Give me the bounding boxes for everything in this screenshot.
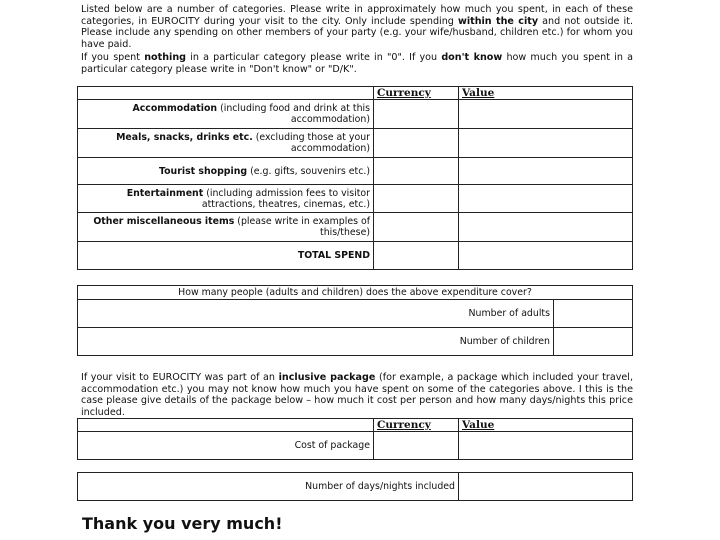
- currency-cell[interactable]: [374, 129, 459, 158]
- package-currency-cell[interactable]: [374, 432, 459, 460]
- table-row: [78, 328, 633, 356]
- intro-emphasis: don't know: [441, 52, 503, 63]
- category-name: Tourist shopping: [158, 165, 248, 177]
- spending-table: [77, 86, 633, 270]
- currency-cell[interactable]: [374, 158, 459, 185]
- table-row: [78, 300, 633, 328]
- value-cell[interactable]: [459, 129, 633, 158]
- category-label: [78, 158, 374, 185]
- table-row: [78, 129, 633, 158]
- value-header: Value: [459, 87, 633, 100]
- currency-cell[interactable]: [374, 213, 459, 242]
- intro-emphasis: within the city: [457, 15, 539, 27]
- category-label: [78, 100, 374, 129]
- thank-you-heading: Thank you very much!: [82, 514, 283, 533]
- category-note: (excluding those at your accommodation): [252, 132, 370, 155]
- people-table: [77, 285, 633, 356]
- table-row: [78, 213, 633, 242]
- intro-paragraph-1: [81, 4, 633, 50]
- adults-input-cell[interactable]: [554, 300, 633, 328]
- value-cell[interactable]: [459, 158, 633, 185]
- intro-text: Listed below are a number of categories. Please write in approximately how much you spent, in each of these categories, in EUROCITY during your visit to the city. Only include spending: [81, 4, 633, 27]
- cost-of-package-label: Cost of package: [78, 432, 374, 460]
- category-note: (e.g. gifts, souvenirs etc.): [247, 165, 370, 177]
- table-row: [78, 158, 633, 185]
- total-label: [78, 242, 374, 270]
- table-row: [78, 432, 633, 460]
- intro-paragraph-2: [81, 52, 633, 75]
- category-label: [78, 213, 374, 242]
- package-value-cell[interactable]: [459, 432, 633, 460]
- intro-text: and not outside it. Please include any spending on other members of your party (e.g. your wife/husband, children etc.) for whom you have paid.: [81, 15, 633, 50]
- intro-text: how much you spent in a particular category please write in "Don't know" or "D/K".: [81, 52, 633, 75]
- category-note: (please write in examples of this/these): [234, 216, 370, 239]
- days-nights-label: Number of days/nights included: [78, 473, 459, 501]
- spending-header-blank: [78, 87, 374, 100]
- currency-cell[interactable]: [374, 100, 459, 129]
- package-days-table: [77, 472, 633, 501]
- category-note: (including food and drink at this accommodation): [217, 103, 370, 126]
- intro-emphasis: nothing: [144, 52, 187, 63]
- people-question-row: [78, 286, 633, 300]
- spending-header-row: [78, 87, 633, 100]
- value-cell[interactable]: [459, 100, 633, 129]
- package-header-row: [78, 419, 633, 432]
- package-currency-header: Currency: [374, 419, 459, 432]
- package-emphasis: inclusive package: [278, 372, 376, 383]
- total-row: [78, 242, 633, 270]
- category-label: [78, 129, 374, 158]
- category-name: Entertainment: [126, 187, 204, 199]
- package-header-blank: [78, 419, 374, 432]
- package-cost-table: [77, 418, 633, 460]
- category-name: Other miscellaneous items: [93, 216, 235, 227]
- package-text: (for example, a package which included your travel, accommodation etc.) you may not know how much you have spent on some of the categories above. I this is the case please give details of the package below – how much it cost per person and how many days/nights this price included.: [81, 372, 634, 418]
- value-cell[interactable]: [459, 242, 633, 270]
- category-name: Accommodation: [132, 103, 218, 114]
- table-row: [78, 185, 633, 213]
- value-cell[interactable]: [459, 213, 633, 242]
- intro-text: If you spent: [81, 52, 145, 63]
- value-cell[interactable]: [459, 185, 633, 213]
- package-value-header: Value: [459, 419, 633, 432]
- category-name: Meals, snacks, drinks etc.: [116, 132, 253, 143]
- intro-text: in a particular category please write in "0". If you: [186, 52, 442, 63]
- category-label: [78, 185, 374, 213]
- children-label: Number of children: [78, 328, 554, 356]
- table-row: [78, 473, 633, 501]
- currency-cell[interactable]: [374, 242, 459, 270]
- table-row: [78, 100, 633, 129]
- adults-label: Number of adults: [78, 300, 554, 328]
- days-nights-input-cell[interactable]: [459, 473, 633, 501]
- package-text: If your visit to EUROCITY was part of an: [81, 372, 279, 383]
- currency-cell[interactable]: [374, 185, 459, 213]
- people-question: How many people (adults and children) does the above expenditure cover?: [78, 286, 633, 300]
- children-input-cell[interactable]: [554, 328, 633, 356]
- package-paragraph: [81, 372, 633, 418]
- currency-header: Currency: [374, 87, 459, 100]
- category-note: (including admission fees to visitor attractions, theatres, cinemas, etc.): [201, 187, 370, 210]
- total-name: TOTAL SPEND: [297, 250, 370, 262]
